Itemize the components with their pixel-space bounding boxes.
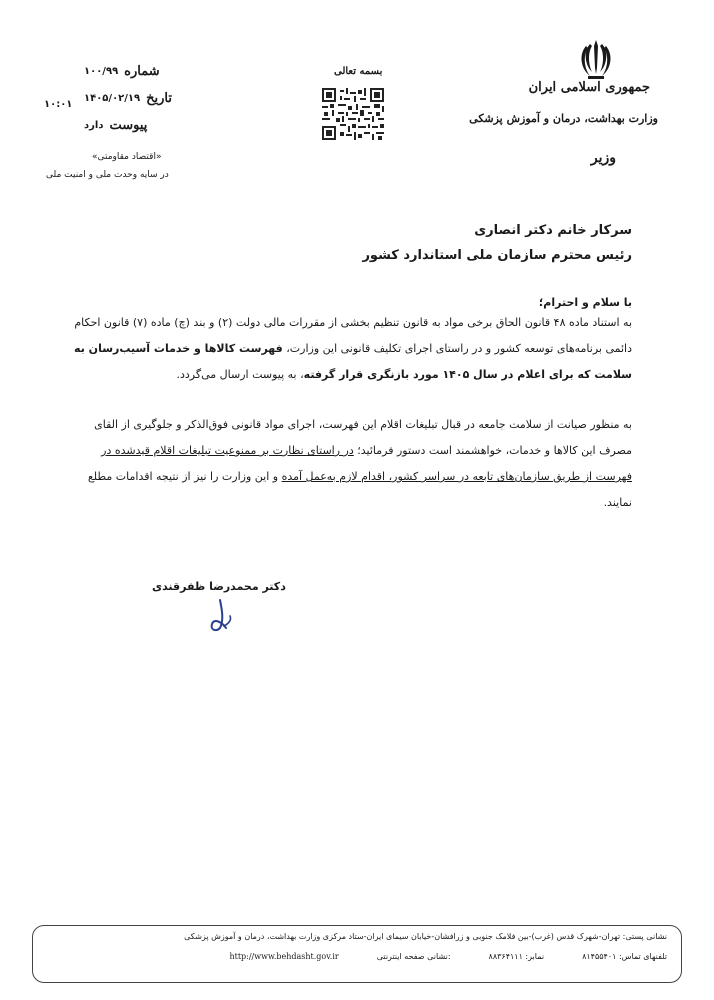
paragraph-2-text: به منظور صیانت از سلامت جامعه در قبال تبلیغات اقلام این فهرست، اجرای مواد قانونی فوق‌الذکر و جلوگیری از القای مصرف این کالاها و خدمات، خواهشمند است دستور فرمائید؛ <box>94 418 632 457</box>
paragraph-1-end: ، به پیوست ارسال می‌گردد. <box>176 368 304 381</box>
number-value: ۱۰۰/۹۹ <box>84 66 119 77</box>
footer-box <box>32 925 682 983</box>
paragraph-2-underlined: در راستای نظارت بر ممنوعیت تبلیغات اقلام قیدشده در فهرست از طریق سازمان‌های تابعه در سراسر کشور، اقدام لازم به‌عمل آمده <box>101 444 632 483</box>
basmala: بسمه تعالی <box>334 66 383 77</box>
office-title: وزیر <box>590 150 616 166</box>
attachment-label: پیوست <box>109 118 148 133</box>
slogan-line-2: در سایه وحدت ملی و امنیت ملی <box>46 170 169 180</box>
paragraph-1-bold: فهرست کالاها و خدمات آسیب‌رسان به سلامت که برای اعلام در سال ۱۴۰۵ مورد بازنگری قرار گرفته <box>74 342 632 381</box>
paragraph-2-end: و این وزارت را نیز از نتیجه اقدامات مطلع نمایند. <box>87 470 632 509</box>
addressee-title: رئیس محترم سازمان ملی استاندارد کشور <box>362 248 632 263</box>
government-name: جمهوری اسلامی ایران <box>528 80 650 95</box>
greeting: با سلام و احترام؛ <box>538 296 632 309</box>
qr-code-icon <box>322 88 384 140</box>
letter-date <box>84 91 172 106</box>
iran-emblem-icon <box>578 38 614 82</box>
footer-website[interactable]: http://www.behdasht.gov.ir <box>229 952 339 961</box>
signer-name: دکتر محمدرضا ظفرقندی <box>152 580 286 593</box>
ministry-name: وزارت بهداشت، درمان و آموزش پزشکی <box>469 112 658 125</box>
addressee-name: سرکار خانم دکتر انصاری <box>474 223 632 238</box>
letter-number <box>84 64 160 79</box>
paragraph-1-text: به استناد ماده ۴۸ قانون الحاق برخی مواد به قانون تنظیم بخشی از مقررات مالی دولت (۲) و بند (چ) ماده (۷) قانون احکام دائمی برنامه‌های توسعه کشور و در راستای اجرای تکلیف قانونی این وزارت، <box>74 316 632 355</box>
date-value: ۱۴۰۵/۰۲/۱۹ <box>84 93 141 104</box>
attachment-value: دارد <box>84 120 104 131</box>
number-label: شماره <box>124 64 160 79</box>
letter-attachment <box>84 118 147 133</box>
footer-phone: تلفنهای تماس: ۸۱۴۵۵۴۰۱ <box>582 952 667 961</box>
paragraph-1 <box>72 310 632 388</box>
handwritten-signature-icon <box>180 598 250 634</box>
footer-address: نشانی پستی: تهران-شهرک قدس (غرب)-بین فلامک جنوبی و زرافشان-خیابان سیمای ایران-ستاد مرکزی وزارت بهداشت، درمان و آموزش پزشکی <box>184 932 667 941</box>
letter-time: ۱۰:۰۱ <box>44 99 73 110</box>
footer-website-label: نشانی صفحه اینترنتی: <box>376 952 451 961</box>
footer-contact <box>229 952 667 961</box>
paragraph-2 <box>72 412 632 516</box>
slogan-line-1: «اقتصاد مقاومتی» <box>92 152 162 162</box>
date-label: تاریخ <box>146 91 173 106</box>
footer-fax: نمابر: ۸۸۳۶۴۱۱۱ <box>488 952 545 961</box>
